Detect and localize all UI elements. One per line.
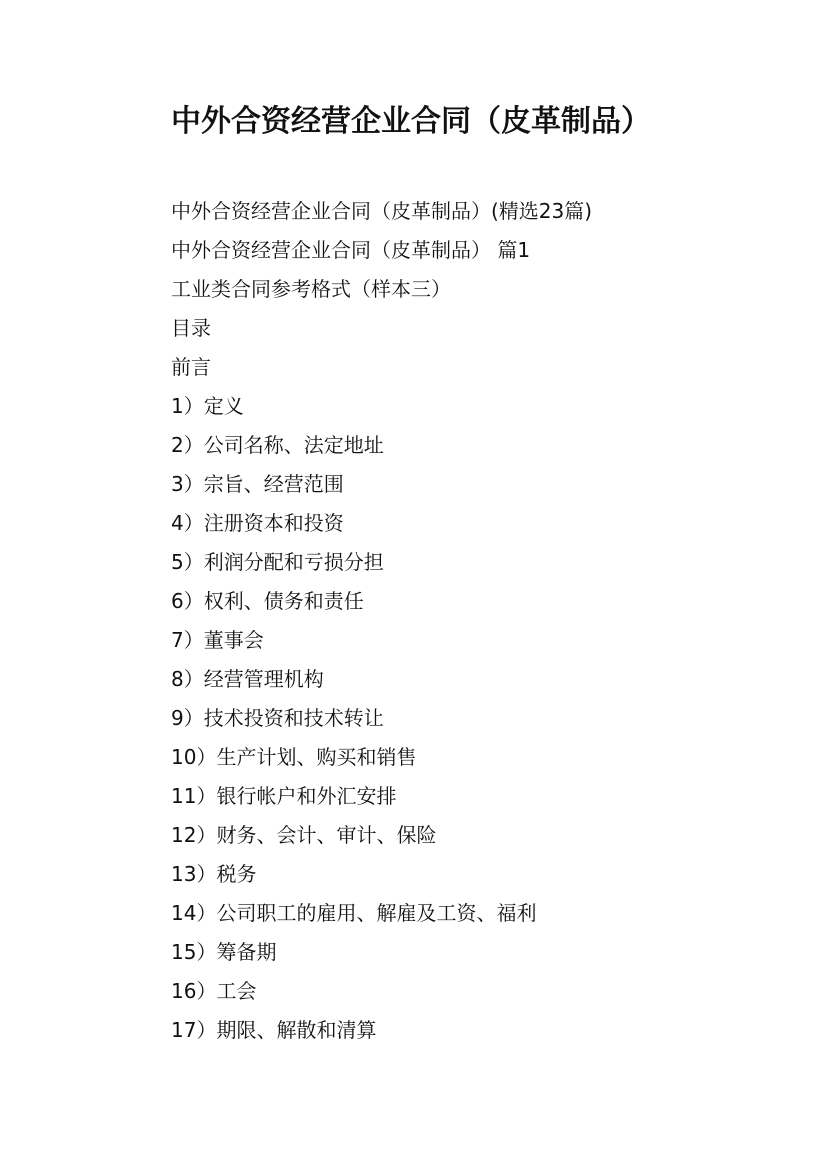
- toc-item: 9）技术投资和技术转让: [171, 706, 384, 730]
- toc-item: 1）定义: [171, 394, 244, 418]
- section-heading-line: 中外合资经营企业合同（皮革制品） 篇1: [171, 238, 531, 262]
- document-title: 中外合资经营企业合同（皮革制品）: [171, 104, 651, 139]
- toc-item: 前言: [171, 355, 211, 379]
- toc-item: 8）经营管理机构: [171, 667, 324, 691]
- toc-item: 13）税务: [171, 862, 257, 886]
- subtitle-line: 中外合资经营企业合同（皮革制品）(精选23篇): [171, 199, 593, 223]
- toc-item: 2）公司名称、法定地址: [171, 433, 384, 457]
- toc-item: 4）注册资本和投资: [171, 511, 344, 535]
- format-line: 工业类合同参考格式（样本三）: [171, 277, 451, 301]
- toc-item: 16）工会: [171, 979, 257, 1003]
- toc-item: 7）董事会: [171, 628, 264, 652]
- toc-item: 3）宗旨、经营范围: [171, 472, 344, 496]
- toc-item: 17）期限、解散和清算: [171, 1018, 377, 1042]
- toc-item: 14）公司职工的雇用、解雇及工资、福利: [171, 901, 537, 925]
- toc-item: 6）权利、债务和责任: [171, 589, 364, 613]
- toc-item: 12）财务、会计、审计、保险: [171, 823, 437, 847]
- toc-item: 5）利润分配和亏损分担: [171, 550, 384, 574]
- toc-item: 10）生产计划、购买和销售: [171, 745, 417, 769]
- toc-item: 15）筹备期: [171, 940, 277, 964]
- toc-heading: 目录: [171, 316, 211, 340]
- document-body: [171, 192, 771, 1050]
- toc-item: 11）银行帐户和外汇安排: [171, 784, 397, 808]
